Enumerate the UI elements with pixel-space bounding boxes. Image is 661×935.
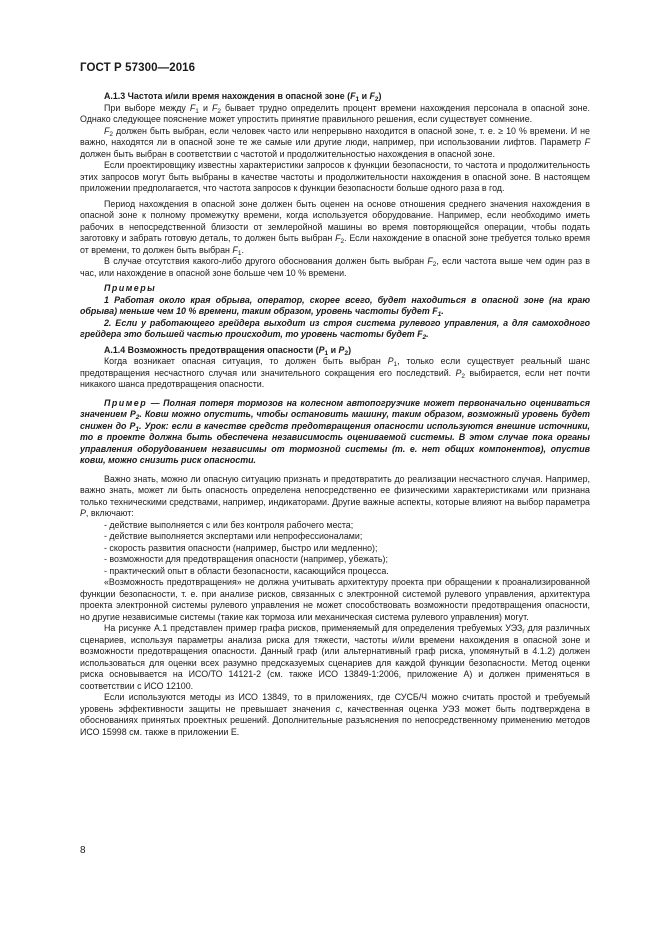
example-brakes: Пример — Полная потеря тормозов на колесном автопогрузчике может первоначально оцениваться значением $P_2$. Ковш можно опустить, чтобы остановить машину, таким образом, возможный уровень будет снижен до $P_1$. Урок: если в качестве средств предотвращения опасности используются внешние источники, то в проекте должна быть обеспечена независимость оцениваемой системы. В этом случае пока органы управления оборудованием независимы от тормозной системы (т. е. нет общих компонентов), опустив ковш, можно снизить риск опасности.	[80, 397, 590, 465]
paragraph: На рисунке А.1 представлен пример графа рисков, применяемый для определения требуемых $УЭЗ_r$ для различных сценариев, используя параметры анализа риска для тяжести, частоты и/или времени нахождения в опасной зоне и возможности предотвращения опасности. Данный граф (или альтернативный граф риска, упомянутый в 4.1.2) должен использоваться для оценки всех разумно предсказуемых сценариев для каждой функции безопасности. Метод оценки риска основывается на ИСО/ТО 14121-2 (см. также ИСО 13849-1:2006, приложение А) и должен применяться в соответствии с ИСО 12100.	[80, 623, 590, 691]
paragraph: Если используются методы из ИСО 13849, то в приложениях, где СУСБ/Ч можно считать простой и требуемый уровень эффективности защиты не превышает значения c, качественная оценка УЭЗ может быть подтверждена в обоснованиях принятых проектных решений. Дополнительные разъяснения по непосредственному применению методов ИСО 15998 см. также в приложении Е.	[80, 692, 590, 737]
paragraph: «Возможность предотвращения» не должна учитывать архитектуру проекта при обращении к проанализированной функции безопасности, т. е. при анализе рисков, связанных с электронной системой рулевого управления, архитектура проекта электронной системы рулевого управления не может способствовать возможности предотвращения опасности, но другие независимые системы (такие как тормоза или механическая система рулевого управления) могут.	[80, 577, 590, 622]
list-item: - скорость развития опасности (например, быстро или медленно);	[104, 542, 378, 553]
examples-label: Примеры	[104, 283, 157, 293]
example-1: 1 Работая около края обрыва, оператор, скорее всего, будет находиться в опасной зоне (на краю обрыва) меньше чем 10 % времени, таким образом, уровень частоты будет $F_1$.	[80, 294, 590, 318]
paragraph: В случае отсутствия какого-либо другого обоснования должен быть выбран $F_2$, если частота выше чем один раз в час, или нахождение в опасной зоне больше чем 10 % времени.	[80, 256, 590, 278]
paragraph: Важно знать, можно ли опасную ситуацию признать и предотвратить до реализации несчастного случая. Например, важно знать, может ли быть опасность определена непосредственно ее физическими характеристиками или признана только техническими средствами, например, индикаторами. Другие важные аспекты, которые влияют на выбор параметра P, включают:	[80, 473, 590, 518]
list-item: - практический опыт в области безопасности, касающийся процесса.	[104, 565, 389, 576]
paragraph: При выборе между $F_1$ и $F_2$ бывает трудно определить процент времени нахождения персонала в опасной зоне. Однако следующее пояснение может упростить принятие правильного решения, если существует сомнение.	[80, 102, 590, 124]
section-title-a14: А.1.4 Возможность предотвращения опасности ($P_1$ и $P_2$)	[104, 344, 352, 357]
paragraph: Когда возникает опасная ситуация, то должен быть выбран $P_1$, только если существует реальный шанс предотвращения несчастного случая или значительного сокращения его последствий. $P_2$ выбирается, если нет почти никакого шанса предотвращения опасности.	[80, 356, 590, 389]
aspects-list	[80, 520, 590, 578]
list-item: - действие выполняется экспертами или непрофессионалами;	[104, 531, 363, 541]
document-body	[80, 91, 590, 738]
standard-header: ГОСТ Р 57300—2016	[80, 62, 196, 74]
list-item: - действие выполняется с или без контроля рабочего места;	[104, 519, 354, 530]
paragraph: Если проектировщику известны характеристики запросов к функции безопасности, то частота и продолжительность этих запросов могут быть выбраны в качестве частоты и продолжительности нахождения в опасной зоне. В настоящем приложении предполагается, что частота запросов к функции безопасности больше одного раза в год.	[80, 160, 590, 193]
list-item: - возможности для предотвращения опасности (например, убежать);	[104, 554, 388, 564]
example-2: 2. Если у работающего грейдера выходит из строя система рулевого управления, а для самоходного грейдера это большей частью происходит, то уровень частоты будет $F_2$.	[80, 317, 590, 341]
paragraph: $F_2$ должен быть выбран, если человек часто или непрерывно находится в опасной зоне, т. е. ≥ 10 % времени. И не важно, находятся ли в опасной зоне те же самые или другие люди, например, при использовании лифтов. Параметр F должен быть выбран в соответствии с частотой и продолжительностью нахождения в опасной зоне.	[80, 125, 590, 159]
examples-block	[80, 283, 590, 341]
section-title-a13: А.1.3 Частота и/или время нахождения в опасной зоне ($F_1$ и $F_2$)	[104, 91, 382, 103]
page-number: 8	[80, 845, 86, 856]
paragraph: Период нахождения в опасной зоне должен быть оценен на основе отношения среднего значения нахождения в опасной зоне к полному промежутку времени, когда используется оборудование. Например, если необходимо иметь рабочих в непосредственной близости от землеройной машины во время повторяющейся операции, чтобы подать заготовку и забрать готовую деталь, то должен быть выбран $F_2$. Если нахождение в опасной зоне требуется только время от времени, то должен быть выбран $F_1$.	[80, 198, 591, 257]
example-block	[80, 398, 590, 467]
